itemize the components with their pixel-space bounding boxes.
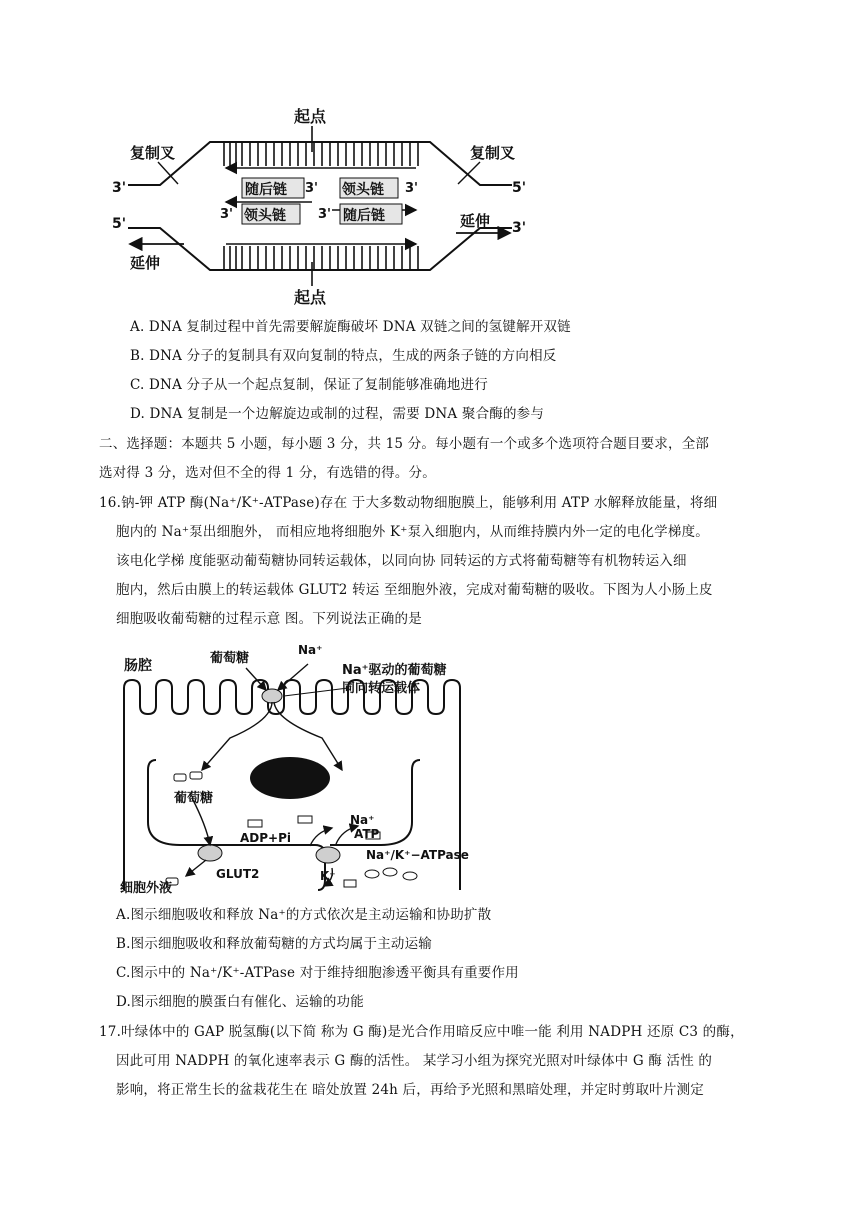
extend-right-label: 延伸: [460, 212, 491, 230]
q16-option-b: B.图示细胞吸收和释放葡萄糖的方式均属于主动运输: [116, 936, 433, 952]
fork-right-label: 复制叉: [470, 144, 516, 162]
end-label-5: 5': [512, 180, 527, 196]
na-top-label: Na⁺: [298, 643, 323, 657]
end-label-3: 3': [220, 207, 234, 222]
dna-replication-figure: [100, 100, 540, 305]
q17-line-2: 因此可用 NADPH 的氧化速率表示 G 酶的活性。 某学习小组为探究光照对叶绿体中 G 酶 活性 的: [116, 1053, 713, 1069]
q16-line-5: 细胞吸收葡萄糖的过程示意 图。下列说法正确的是: [116, 611, 422, 627]
q17-line-3: 影响，将正常生长的盆栽花生在 暗处放置 24h 后，再给予光照和黑暗处理，并定时剪取叶片测定: [116, 1082, 704, 1098]
q15-option-a: A. DNA 复制过程中首先需要解旋酶破坏 DNA 双链之间的氢键解开双链: [130, 319, 571, 335]
origin-bottom-label: 起点: [294, 288, 327, 305]
glucose-in-label: 葡萄糖: [174, 791, 214, 806]
na-k-atpase-label: Na⁺/K⁺−ATPase: [366, 848, 469, 862]
glucose-absorption-figure: [110, 640, 510, 895]
q16-line-4: 胞内，然后由膜上的转运载体 GLUT2 转运 至细胞外液，完成对葡萄糖的吸收。下图为人小肠上皮: [116, 582, 713, 598]
end-label-5: 5': [112, 216, 127, 232]
lagging-strand-top-label: 随后链: [245, 182, 287, 198]
q16-option-c: C.图示中的 Na⁺/K⁺-ATPase 对于维持细胞渗透平衡具有重要作用: [116, 965, 519, 981]
end-label-3: 3': [318, 207, 332, 222]
glucose-top-label: 葡萄糖: [210, 651, 250, 666]
q16-line-1: 16.钠-钾 ATP 酶(Na⁺/K⁺-ATPase)存在 于大多数动物细胞膜上，能够利用 ATP 水解释放能量，将细: [99, 495, 718, 511]
end-label-3: 3': [405, 181, 419, 196]
atp-label: ATP: [354, 827, 380, 841]
cotransporter-label-1: Na⁺驱动的葡萄糖: [342, 663, 447, 678]
q15-option-d: D. DNA 复制是一个边解旋边或制的过程，需要 DNA 聚合酶的参与: [130, 406, 545, 422]
q15-option-b: B. DNA 分子的复制具有双向复制的特点，生成的两条子链的方向相反: [130, 348, 557, 364]
k-ion-label: K⁺: [320, 869, 336, 883]
glut2-label: GLUT2: [216, 867, 260, 881]
leading-strand-bottom-label: 领头链: [244, 208, 286, 224]
section2-line-2: 选对得 3 分，选对但不全的得 1 分，有选错的得。分。: [99, 465, 436, 481]
end-label-3: 3': [112, 180, 127, 196]
section2-line-1: 二、选择题：本题共 5 小题，每小题 3 分，共 15 分。每小题有一个或多个选项符合题目要求，全部: [99, 436, 710, 452]
adp-pi-label: ADP+Pi: [240, 831, 292, 845]
fork-left-label: 复制叉: [130, 144, 176, 162]
na-pump-label: Na⁺: [350, 813, 375, 827]
q16-option-a: A.图示细胞吸收和释放 Na⁺的方式依次是主动运输和协助扩散: [116, 907, 492, 923]
end-label-3: 3': [512, 220, 527, 236]
extend-left-label: 延伸: [130, 254, 161, 272]
q16-line-3: 该电化学梯 度能驱动葡萄糖协同转运载体，以同向协 同转运的方式将葡萄糖等有机物转运入细: [116, 553, 687, 569]
q15-option-c: C. DNA 分子从一个起点复制，保证了复制能够准确地进行: [130, 377, 488, 393]
lagging-strand-bottom-label: 随后链: [343, 208, 385, 224]
origin-top-label: 起点: [294, 107, 327, 126]
cotransporter-label-2: 同向转运载体: [342, 681, 421, 696]
end-label-3: 3': [305, 181, 319, 196]
q17-line-1: 17.叶绿体中的 GAP 脱氢酶(以下简 称为 G 酶)是光合作用暗反应中唯一能 利用 NADPH 还原 C3 的酶，: [99, 1024, 744, 1040]
leading-strand-top-label: 领头链: [342, 182, 384, 198]
lumen-label: 肠腔: [124, 658, 152, 674]
q16-option-d: D.图示细胞的膜蛋白有催化、运输的功能: [116, 994, 364, 1010]
ecf-label: 细胞外液: [120, 881, 173, 895]
q16-line-2: 胞内的 Na⁺泵出细胞外， 而相应地将细胞外 K⁺泵入细胞内，从而维持膜内外一定的电化学梯度。: [116, 524, 709, 540]
